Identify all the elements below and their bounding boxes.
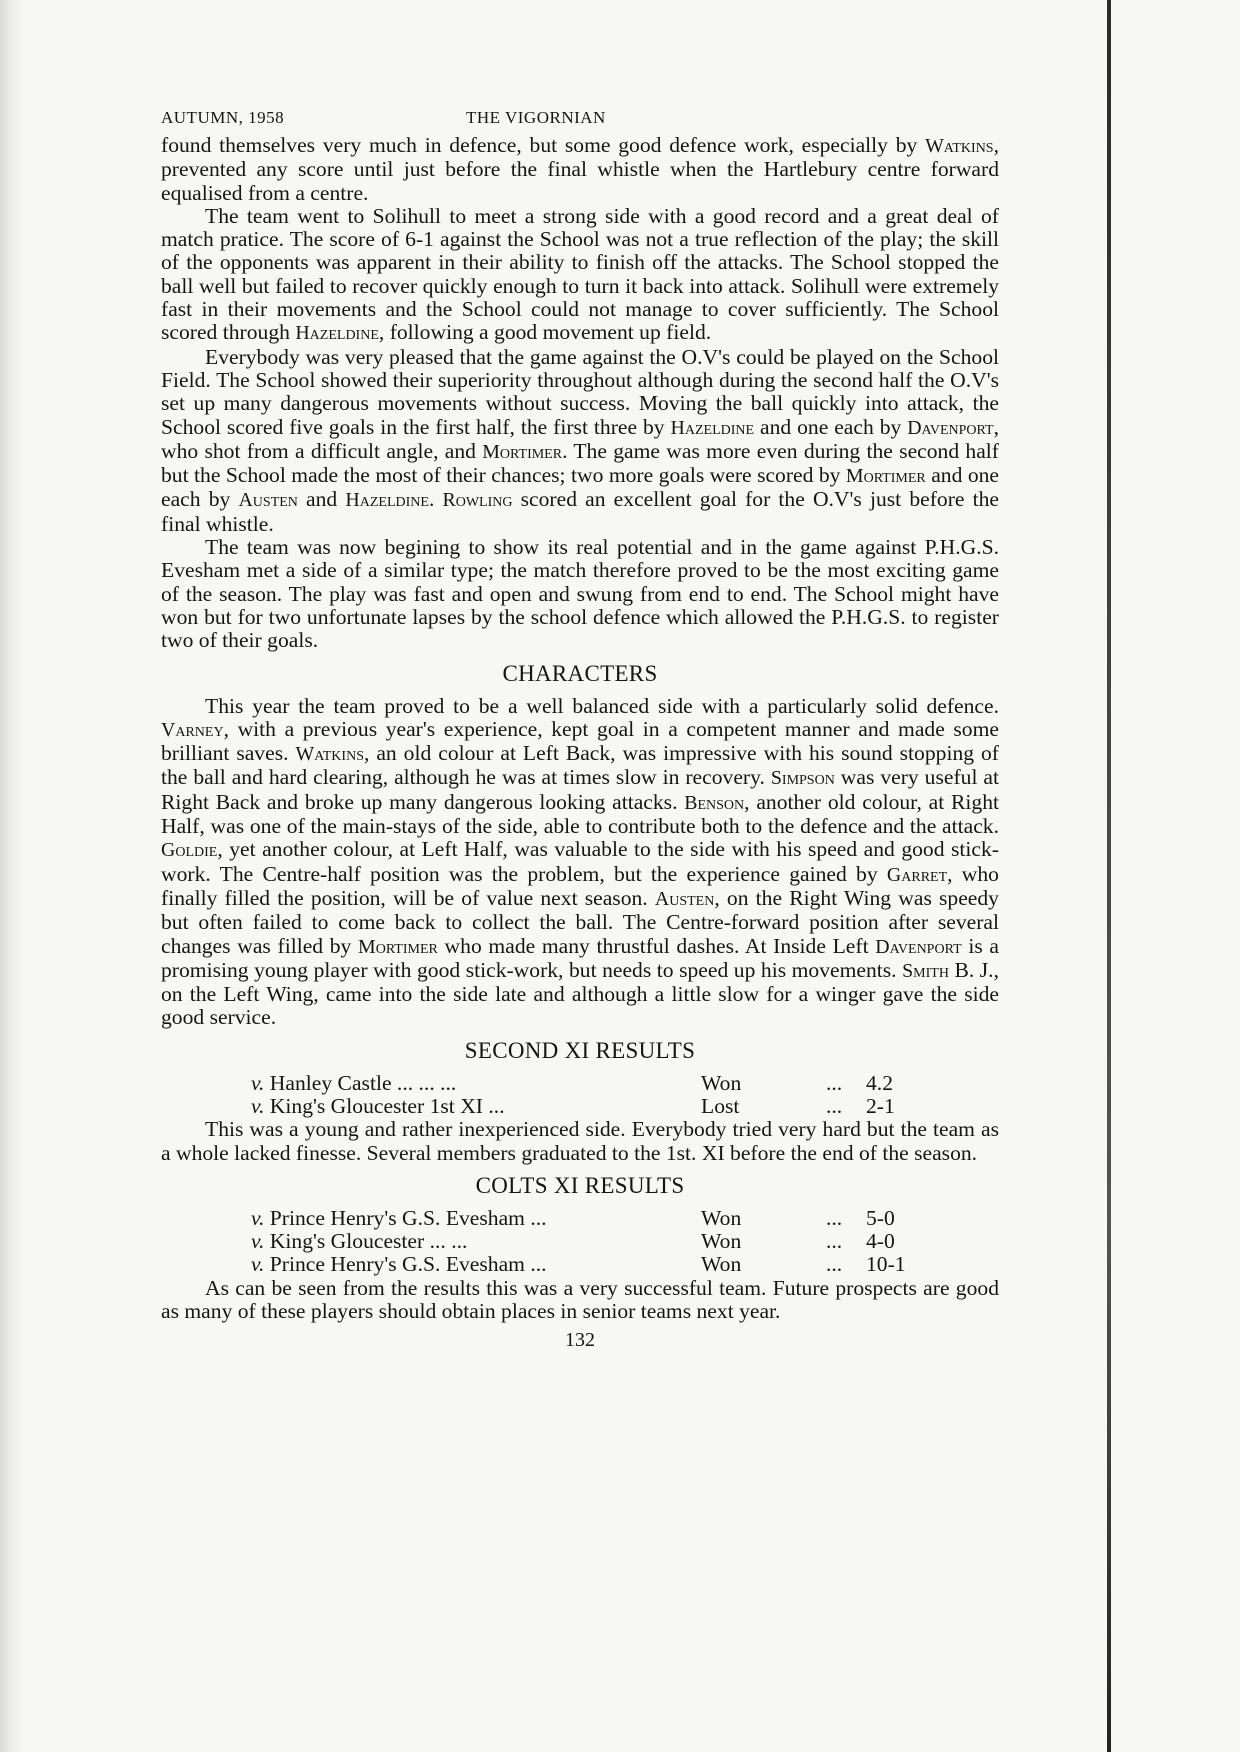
player-name: Hazeldine [295, 322, 379, 345]
leader-dots: ... [826, 1229, 843, 1254]
player-name: Smith [902, 959, 949, 982]
paragraph: The team went to Solihull to meet a strong side with a good record and a great deal of match pratice. The score of 6-1 against the School was not a true reflection of the play; the skill of the opponents was apparent in their ability to finish off the attacks. The School stopped the ball well but failed to recover quickly enough to turn it back into attack. Solihull were extremely fast in their movements and the School could not manage to cover sufficiently. The School scored through Hazeldine, following a good movement up field. [161, 203, 999, 345]
player-name: Davenport [875, 935, 962, 958]
player-name: Benson [684, 791, 745, 814]
leader-dots: ... [826, 1205, 843, 1230]
page-number: 132 [565, 1329, 595, 1352]
result-row [161, 1095, 999, 1118]
player-name: Mortimer [845, 465, 926, 488]
header-date: AUTUMN, 1958 [161, 108, 285, 127]
opponent: Hanley Castle ... ... ... [269, 1070, 457, 1095]
score: 4-0 [866, 1229, 895, 1254]
player-name: Garret [886, 863, 948, 886]
player-name: Mortimer [482, 440, 563, 463]
player-name: Simpson [770, 767, 835, 790]
score: 5-0 [866, 1205, 895, 1230]
versus-label: v. [251, 1205, 265, 1230]
result-row [161, 1230, 999, 1253]
leader-dots: ... [826, 1093, 843, 1118]
result-row [161, 1253, 999, 1276]
player-name: Watkins [925, 135, 994, 157]
player-name: Davenport [907, 416, 994, 439]
score: 4.2 [866, 1070, 893, 1095]
article-body [161, 134, 999, 653]
player-name: Austen [654, 887, 715, 910]
second-xi-note [161, 1118, 999, 1165]
running-header [161, 108, 999, 134]
result: Lost [701, 1093, 740, 1118]
results-table-second-xi [161, 1072, 999, 1119]
player-name: Watkins [295, 743, 364, 766]
leader-dots: ... [826, 1252, 843, 1277]
document-page [161, 108, 999, 1352]
player-name: Varney [161, 718, 224, 741]
result-row [161, 1207, 999, 1230]
result: Won [701, 1205, 742, 1230]
player-name: Hazeldine [670, 416, 755, 439]
results-table-colts-xi [161, 1207, 999, 1277]
section-heading-second-xi: SECOND XI RESULTS [464, 1037, 696, 1063]
versus-label: v. [251, 1070, 265, 1095]
versus-label: v. [251, 1093, 265, 1118]
player-name: Rowling [442, 489, 513, 512]
score: 10-1 [866, 1252, 906, 1277]
colts-xi-note [161, 1277, 999, 1324]
header-publication: THE VIGORNIAN [466, 108, 606, 127]
paragraph: This year the team proved to be a well balanced side with a particularly solid defence. Varney, with a previous year's experience, kept goal in a competent manner and made some brilliant saves. Watkins, an old colour at Left Back, was impressive with his sound stopping of the ball and hard clearing, although he was at times slow in recovery. Simpson was very useful at Right Back and broke up many dangerous looking attacks. Benson, another old colour, at Right Half, was one of the main-stays of the side, able to contribute both to the defence and the attack. Goldie, yet another colour, at Left Half, was valuable to the side with his speed and good stick-work. The Centre-half position was the problem, but the experience gained by Garret, who finally filled the position, will be of value next season. Austen, on the Right Wing was speedy but often failed to come back to collect the ball. The Centre-forward position after several changes was filled by Mortimer who made many thrustful dashes. At Inside Left Davenport is a promising young player with good stick-work, but needs to speed up his movements. Smith B. J., on the Left Wing, came into the side late and although a little slow for a winger gave the side good service. [161, 693, 999, 1030]
player-name: Goldie [161, 839, 218, 862]
opponent: Prince Henry's G.S. Evesham ... [269, 1252, 547, 1277]
paragraph: found themselves very much in defence, but some good defence work, especially by Watkins, prevented any score until just before the final whistle when the Hartlebury centre forward equalised from a centre. [161, 133, 999, 205]
opponent: Prince Henry's G.S. Evesham ... [269, 1205, 547, 1230]
leader-dots: ... [826, 1070, 843, 1095]
paragraph: As can be seen from the results this was a very successful team. Future prospects are good as many of these players should obtain places in senior teams next year. [161, 1275, 999, 1324]
result-row [161, 1072, 999, 1095]
opponent: King's Gloucester 1st XI ... [269, 1093, 505, 1118]
binding-line [1107, 0, 1111, 1752]
result: Won [701, 1229, 742, 1254]
versus-label: v. [251, 1252, 265, 1277]
player-name: Hazeldine [345, 489, 429, 512]
characters-body [161, 695, 999, 1030]
section-heading-colts-xi: COLTS XI RESULTS [475, 1172, 685, 1198]
versus-label: v. [251, 1229, 265, 1254]
player-name: Mortimer [358, 935, 438, 958]
paragraph: This was a young and rather inexperienced side. Everybody tried very hard but the team as a whole lacked finesse. Several members graduated to the 1st. XI before the end of the season. [161, 1117, 999, 1165]
result: Won [701, 1070, 742, 1095]
score: 2-1 [866, 1093, 895, 1118]
paragraph: The team was now begining to show its real potential and in the game against P.H.G.S. Evesham met a side of a similar type; the match therefore proved to be the most exciting game of the season. The play was fast and open and swung from end to end. The School might have won but for two unfortunate lapses by the school defence which allowed the P.H.G.S. to register two of their goals. [161, 535, 999, 653]
scan-edge-shadow [0, 0, 26, 1752]
result: Won [701, 1252, 742, 1277]
paragraph: Everybody was very pleased that the game against the O.V's could be played on the School Field. The School showed their superiority throughout although during the second half the O.V's set up many dangerous movements without success. Moving the ball quickly into attack, the School scored five goals in the first half, the first three by Hazeldine and one each by Davenport, who shot from a difficult angle, and Mortimer. The game was more even during the second half but the School made the most of their chances; two more goals were scored by Mortimer and one each by Austen and Hazeldine. Rowling scored an excellent goal for the O.V's just before the final whistle. [161, 344, 999, 536]
player-name: Austen [238, 489, 298, 512]
section-heading-characters: CHARACTERS [502, 660, 658, 686]
opponent: King's Gloucester ... ... [269, 1229, 468, 1254]
